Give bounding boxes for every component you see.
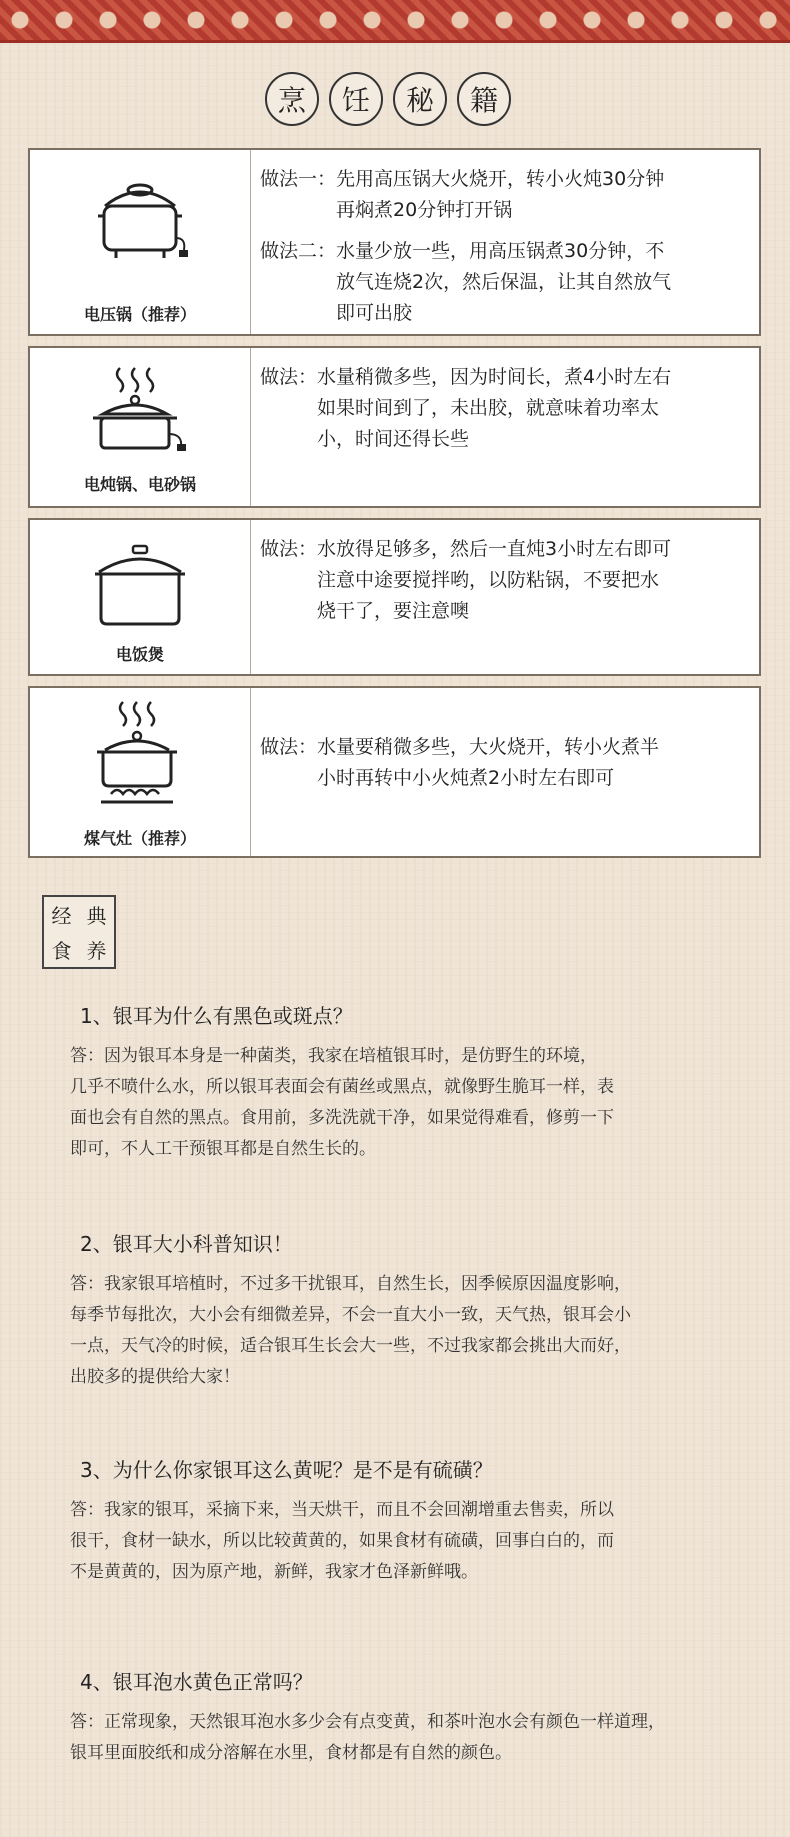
- method-line: 先用高压锅大火烧开，转小火炖30分钟: [336, 168, 665, 190]
- faq-answer-line: 每季节每批次，大小会有细微差异，不会一直大小一致，天气热，银耳会小: [70, 1305, 631, 1325]
- method-caption: 煤气灶（推荐）: [83, 829, 196, 848]
- method-line: 再焖煮20分钟打开锅: [336, 199, 513, 221]
- method-line: 水量少放一些，用高压锅煮30分钟，不: [336, 240, 665, 262]
- title-char: 秘: [393, 72, 447, 126]
- faq-answer-line: 答：我家银耳培植时，不过多干扰银耳，自然生长，因季候原因温度影响，: [70, 1274, 631, 1294]
- method-caption: 电饭煲: [115, 645, 164, 664]
- method-line: 小，时间还得长些: [317, 428, 470, 450]
- faq-item: [70, 1454, 760, 1588]
- method-card-gas-stove: [28, 686, 761, 858]
- faq-answer: [70, 1707, 760, 1769]
- title-char: 烹: [265, 72, 319, 126]
- rice-cooker-icon: [85, 538, 195, 638]
- method-label: 做法二：: [260, 240, 337, 262]
- method-card-slow-cooker: [28, 346, 761, 508]
- faq-answer: [70, 1495, 760, 1588]
- method-line: 即可出胶: [336, 302, 413, 324]
- method-line: 如果时间到了，未出胶，就意味着功率太: [317, 397, 660, 419]
- stamp-char: 典: [86, 904, 107, 928]
- faq-answer-line: 一点，天气冷的时候，适合银耳生长会大一些，不过我家都会挑出大而好，: [70, 1336, 631, 1356]
- method-line: 小时再转中小火炖煮2小时左右即可: [317, 767, 615, 789]
- gas-stove-pot-icon: [85, 698, 195, 810]
- faq-item: [70, 1228, 760, 1393]
- slow-cooker-icon: [85, 360, 195, 460]
- faq-question: 1、银耳为什么有黑色或斑点？: [80, 1004, 353, 1028]
- faq-question: 4、银耳泡水黄色正常吗？: [80, 1670, 313, 1694]
- stamp-char: 经: [51, 904, 72, 928]
- faq-answer-line: 面也会有自然的黑点。食用前，多洗洗就干净，如果觉得难看，修剪一下: [70, 1108, 614, 1128]
- faq-question: 2、银耳大小科普知识！: [80, 1232, 293, 1256]
- faq-answer-line: 答：我家的银耳，采摘下来，当天烘干，而且不会回潮增重去售卖，所以: [70, 1500, 614, 1520]
- faq-answer-line: 银耳里面胶纸和成分溶解在水里，食材都是有自然的颜色。: [70, 1743, 512, 1763]
- method-line: 水量要稍微多些，大火烧开，转小火煮半: [317, 736, 660, 758]
- faq-answer-line: 答：正常现象，天然银耳泡水多少会有点变黄，和茶叶泡水会有颜色一样道理，: [70, 1712, 665, 1732]
- faq-answer-line: 很干，食材一缺水，所以比较黄黄的，如果食材有硫磺，回事白白的，而: [70, 1531, 614, 1551]
- stamp-char: 养: [86, 939, 107, 963]
- decorative-top-band: [0, 0, 790, 43]
- method-line: 注意中途要搅拌哟，以防粘锅，不要把水: [317, 569, 660, 591]
- method-label: 做法：: [260, 538, 318, 560]
- method-label: 做法：: [260, 366, 318, 388]
- method-card-rice-cooker: [28, 518, 761, 676]
- method-icon-cell: [30, 520, 251, 674]
- faq-answer: [70, 1269, 760, 1393]
- method-caption: 电压锅（推荐）: [83, 305, 196, 324]
- faq-answer-line: 出胶多的提供给大家！: [70, 1367, 240, 1387]
- faq-question: 3、为什么你家银耳这么黄呢？是不是有硫磺？: [80, 1458, 493, 1482]
- method-line: 水放得足够多，然后一直炖3小时左右即可: [317, 538, 672, 560]
- faq-item: [70, 1000, 760, 1165]
- faq-item: [70, 1666, 760, 1769]
- faq-answer-line: 即可，不人工干预银耳都是自然生长的。: [70, 1139, 376, 1159]
- method-label: 做法一：: [260, 168, 337, 190]
- method-card-pressure-cooker: [28, 148, 761, 336]
- faq-answer-line: 几乎不喷什么水，所以银耳表面会有菌丝或黑点，就像野生脆耳一样，表: [70, 1077, 614, 1097]
- pressure-cooker-icon: [90, 168, 190, 268]
- faq-answer: [70, 1041, 760, 1165]
- faq-answer-line: 不是黄黄的，因为原产地，新鲜，我家才色泽新鲜哦。: [70, 1562, 478, 1582]
- stamp-char: 食: [51, 939, 72, 963]
- method-icon-cell: [30, 348, 251, 506]
- method-icon-cell: [30, 688, 251, 856]
- method-line: 水量稍微多些，因为时间长，煮4小时左右: [317, 366, 672, 388]
- title-char: 饪: [329, 72, 383, 126]
- page-title: [265, 72, 511, 126]
- section-stamp: [42, 895, 116, 969]
- method-label: 做法：: [260, 736, 318, 758]
- method-line: 放气连烧2次，然后保温，让其自然放气: [336, 271, 672, 293]
- method-line: 烧干了，要注意噢: [317, 600, 470, 622]
- faq-answer-line: 答：因为银耳本身是一种菌类，我家在培植银耳时，是仿野生的环境，: [70, 1046, 597, 1066]
- method-icon-cell: [30, 150, 251, 334]
- title-char: 籍: [457, 72, 511, 126]
- method-caption: 电炖锅、电砂锅: [83, 475, 196, 494]
